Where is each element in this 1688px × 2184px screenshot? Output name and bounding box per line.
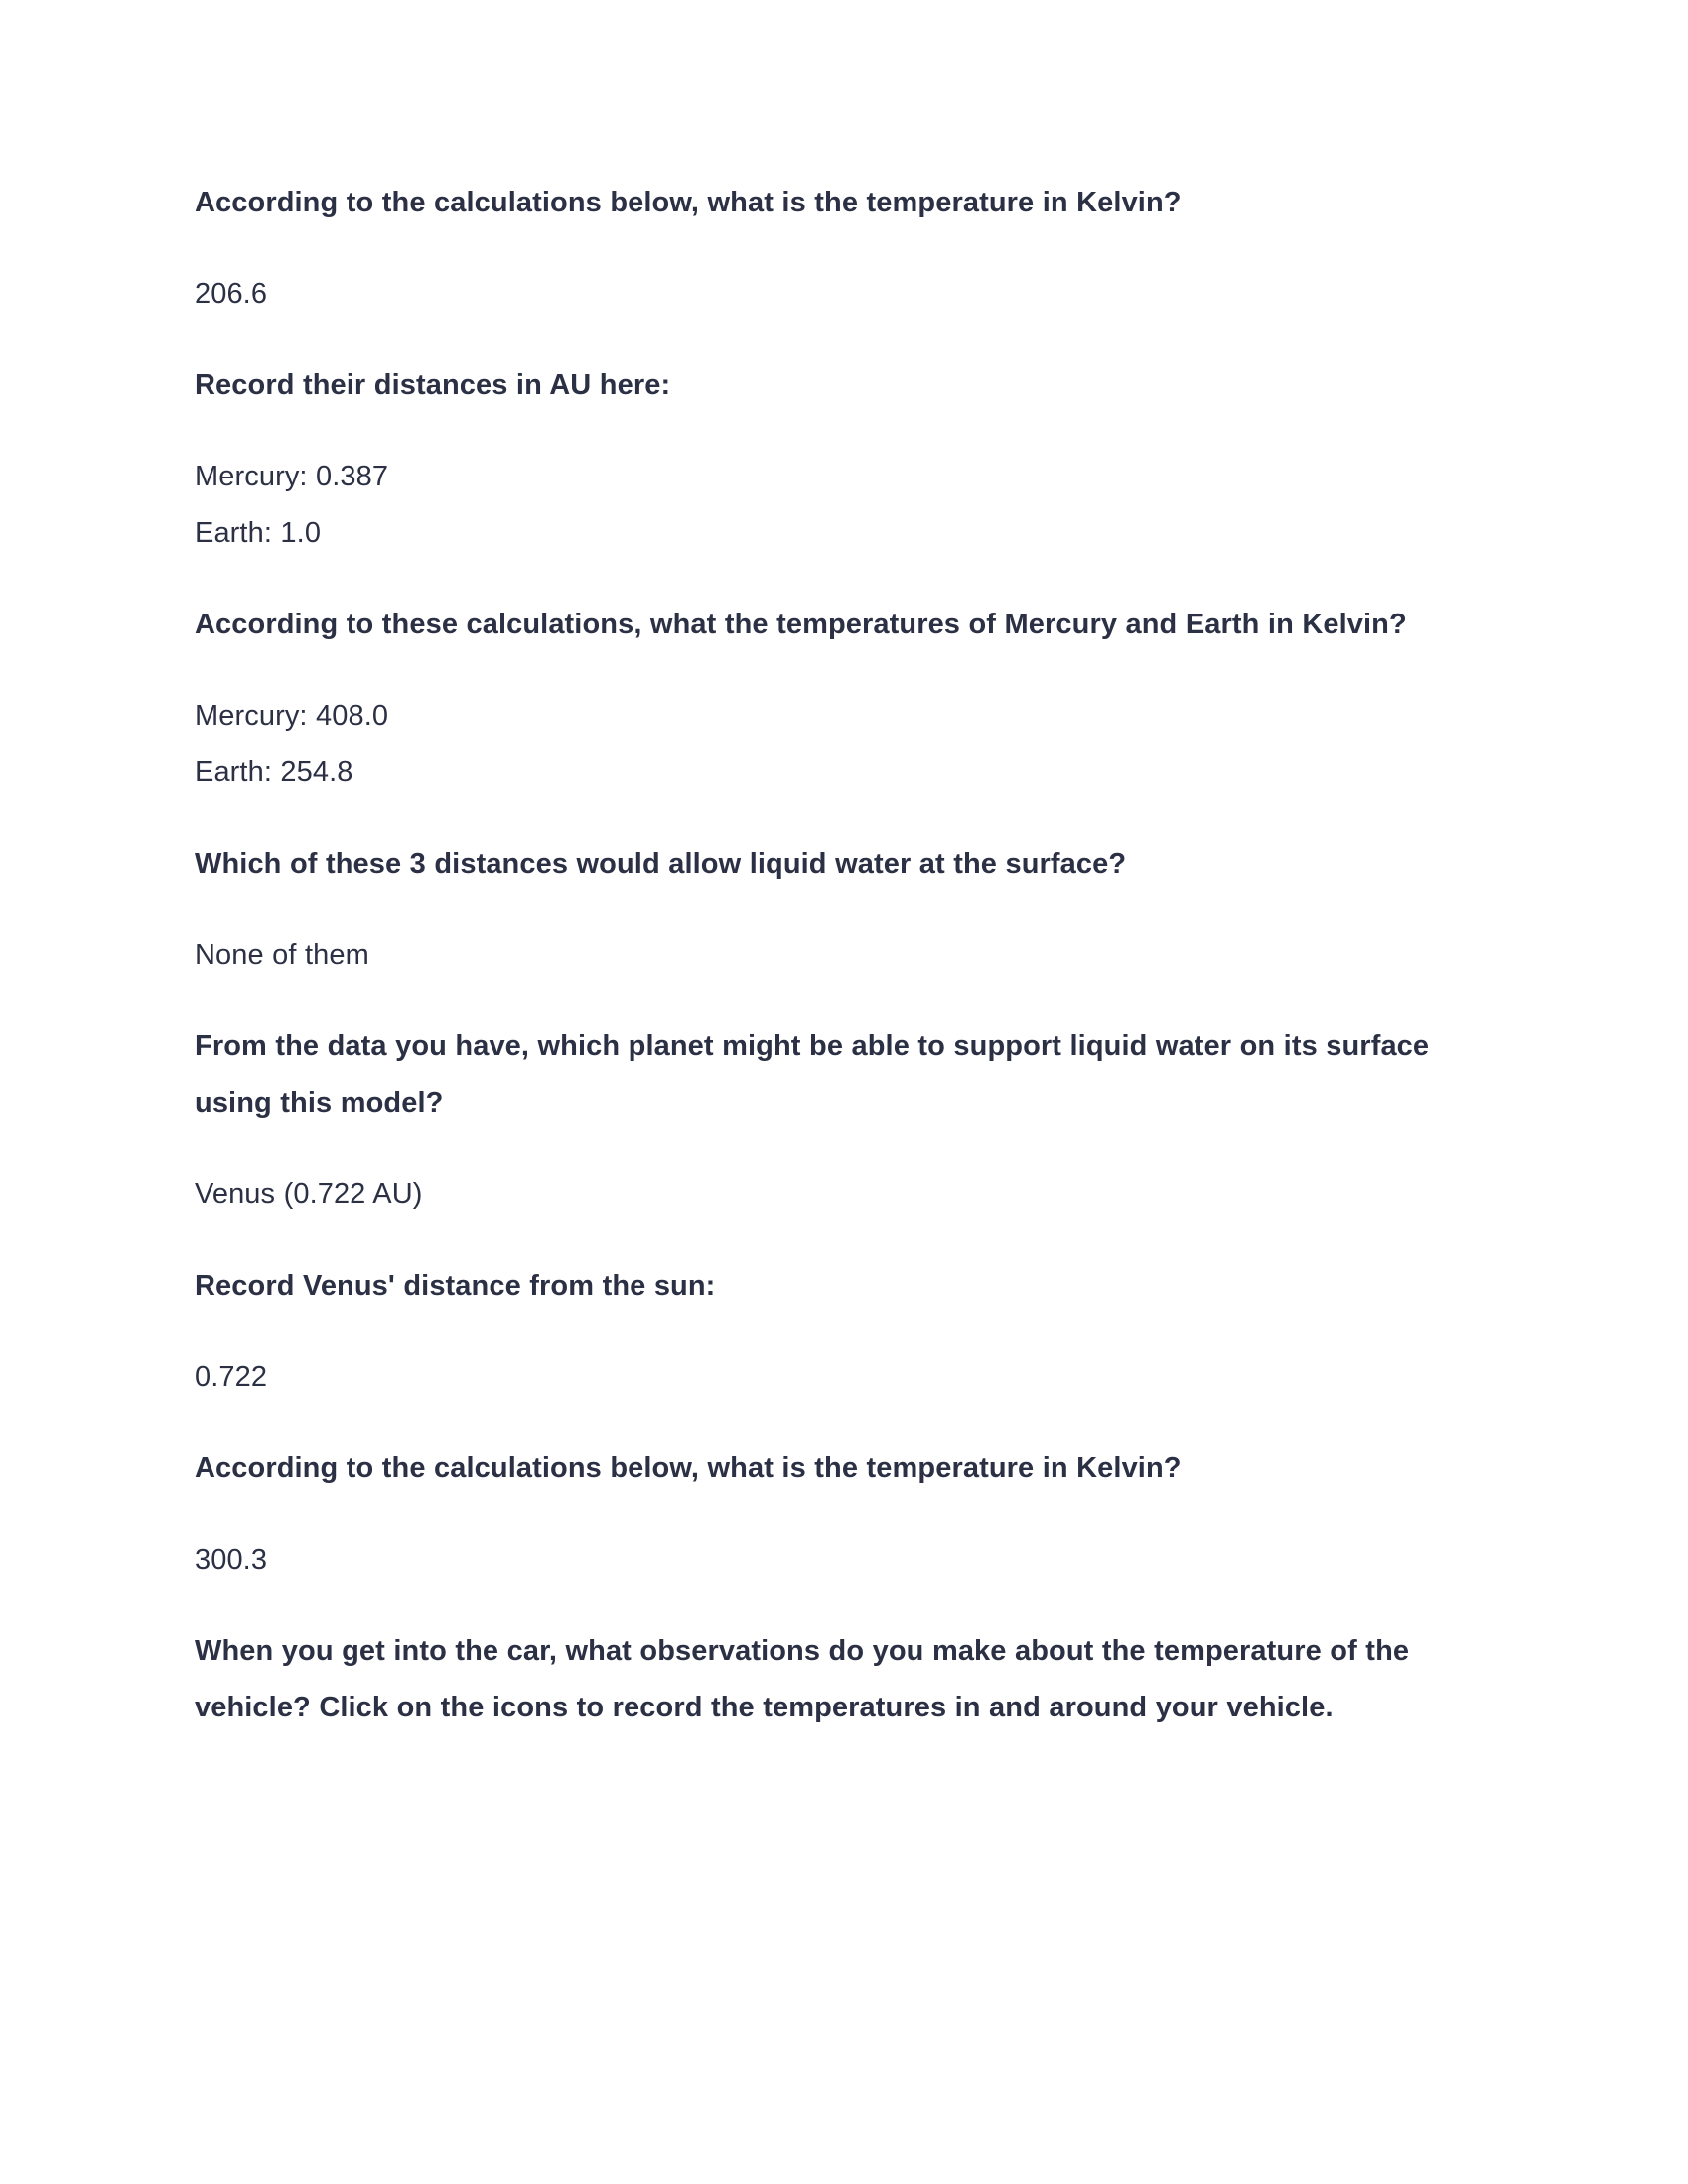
question-planet-supports-liquid-water-line: From the data you have, which planet might be able to support liquid water on its surface using this model? <box>195 1030 1430 1119</box>
answer-venus-distance <box>195 1349 1480 1406</box>
question-temperature-kelvin-2-line: According to the calculations below, what is the temperature in Kelvin? <box>195 1452 1182 1484</box>
question-temperature-kelvin-2 <box>195 1440 1480 1497</box>
answer-temperature-kelvin-2-line: 300.3 <box>195 1544 268 1575</box>
answer-temperatures-mercury-earth-line: Mercury: 408.0 <box>195 700 389 732</box>
answer-venus-distance-line: 0.722 <box>195 1361 268 1393</box>
question-planet-supports-liquid-water <box>195 1019 1480 1132</box>
answer-planet-supports-liquid-water <box>195 1166 1480 1223</box>
question-car-temperature-observations <box>195 1623 1480 1736</box>
question-temperatures-mercury-earth-line: According to these calculations, what the temperatures of Mercury and Earth in Kelvin? <box>195 609 1407 640</box>
question-temperature-kelvin-1-line: According to the calculations below, what is the temperature in Kelvin? <box>195 187 1182 218</box>
answer-liquid-water-distance-line: None of them <box>195 939 369 971</box>
answer-temperature-kelvin-1 <box>195 266 1480 323</box>
answer-distances-au-line: Earth: 1.0 <box>195 517 322 549</box>
question-record-venus-distance <box>195 1258 1480 1314</box>
answer-temperatures-mercury-earth <box>195 688 1480 801</box>
question-record-venus-distance-line: Record Venus' distance from the sun: <box>195 1270 716 1301</box>
answer-planet-supports-liquid-water-line: Venus (0.722 AU) <box>195 1178 423 1210</box>
answer-liquid-water-distance <box>195 927 1480 984</box>
question-record-distances-au-line: Record their distances in AU here: <box>195 369 671 401</box>
question-temperature-kelvin-1 <box>195 175 1480 231</box>
question-liquid-water-distance <box>195 836 1480 892</box>
question-temperatures-mercury-earth <box>195 597 1480 653</box>
answer-distances-au <box>195 449 1480 562</box>
question-liquid-water-distance-line: Which of these 3 distances would allow liquid water at the surface? <box>195 848 1127 880</box>
document-body <box>195 175 1480 1736</box>
question-car-temperature-observations-line: When you get into the car, what observations do you make about the temperature of the vehicle? Click on the icons to record the temperatures in and around your vehicle. <box>195 1635 1410 1723</box>
answer-temperature-kelvin-1-line: 206.6 <box>195 278 268 310</box>
answer-temperature-kelvin-2 <box>195 1532 1480 1588</box>
answer-temperatures-mercury-earth-line: Earth: 254.8 <box>195 756 353 788</box>
answer-distances-au-line: Mercury: 0.387 <box>195 461 389 492</box>
question-record-distances-au <box>195 357 1480 414</box>
